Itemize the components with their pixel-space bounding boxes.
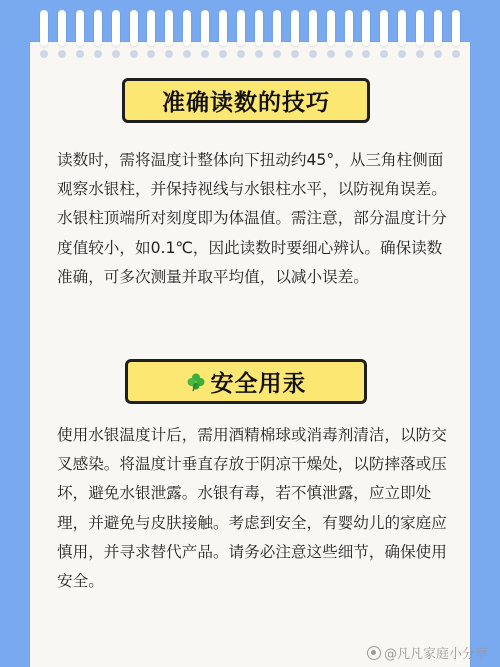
- binding-ring: [58, 10, 66, 46]
- section2-title-badge: [125, 359, 367, 404]
- binding-ring: [416, 10, 424, 46]
- binding-ring: [112, 10, 120, 46]
- binding-ring: [291, 10, 299, 46]
- binding-hole: [94, 50, 102, 58]
- binding-ring: [130, 10, 138, 46]
- binding-ring: [434, 10, 442, 46]
- binding-hole: [58, 50, 66, 58]
- section1-title-badge: [122, 78, 370, 123]
- watermark-text: @凡凡家庭小分享: [383, 647, 488, 662]
- binding-hole: [273, 50, 281, 58]
- binding-ring: [183, 10, 191, 46]
- binding-ring: [147, 10, 155, 46]
- binding-ring: [380, 10, 388, 46]
- binding-ring: [309, 10, 317, 46]
- watermark: [367, 643, 488, 662]
- binding-ring: [452, 10, 460, 46]
- binding-ring: [345, 10, 353, 46]
- section2-body: 使用水银温度计后，需用酒精棉球或消毒剂清洁，以防交叉感染。将温度计垂直存放于阴凉干燥处，以防摔落或压坏，避免水银泄露。水银有毒，若不慎泄露，应立即处理，并避免与皮肤接触。考虑到安全，有婴幼儿的家庭应慎用，并寻求替代产品。请务必注意这些细节，确保使用安全。: [57, 426, 447, 591]
- binding-ring: [255, 10, 263, 46]
- binding-hole: [237, 50, 245, 58]
- spiral-binding: [34, 10, 466, 50]
- binding-hole: [291, 50, 299, 58]
- binding-ring: [362, 10, 370, 46]
- section1-title: 准确读数的技巧: [162, 90, 330, 116]
- binding-ring: [94, 10, 102, 46]
- binding-hole: [76, 50, 84, 58]
- clover-icon: [186, 372, 206, 392]
- section1-body: 读数时，需将温度计整体向下扭动约45°，从三角柱侧面观察水银柱，并保持视线与水银柱水平，以防视角误差。水银柱顶端所对刻度即为体温值。需注意，部分温度计分度值较小，如0.1℃，因此读数时要细心辨认。确保读数准确，可多次测量并取平均值，以减小误差。: [57, 151, 447, 286]
- binding-ring: [76, 10, 84, 46]
- binding-hole: [255, 50, 263, 58]
- section2-title: 安全用汞: [210, 371, 307, 397]
- binding-hole: [40, 50, 48, 58]
- binding-hole: [112, 50, 120, 58]
- binding-hole: [309, 50, 317, 58]
- binding-ring: [219, 10, 227, 46]
- binding-hole: [345, 50, 353, 58]
- binding-ring: [201, 10, 209, 46]
- binding-hole: [327, 50, 335, 58]
- binding-hole: [130, 50, 138, 58]
- binding-hole: [452, 50, 460, 58]
- account-icon: [367, 646, 381, 660]
- binding-ring: [40, 10, 48, 46]
- binding-ring: [398, 10, 406, 46]
- binding-ring: [273, 10, 281, 46]
- binding-ring: [165, 10, 173, 46]
- binding-ring: [327, 10, 335, 46]
- binding-ring: [237, 10, 245, 46]
